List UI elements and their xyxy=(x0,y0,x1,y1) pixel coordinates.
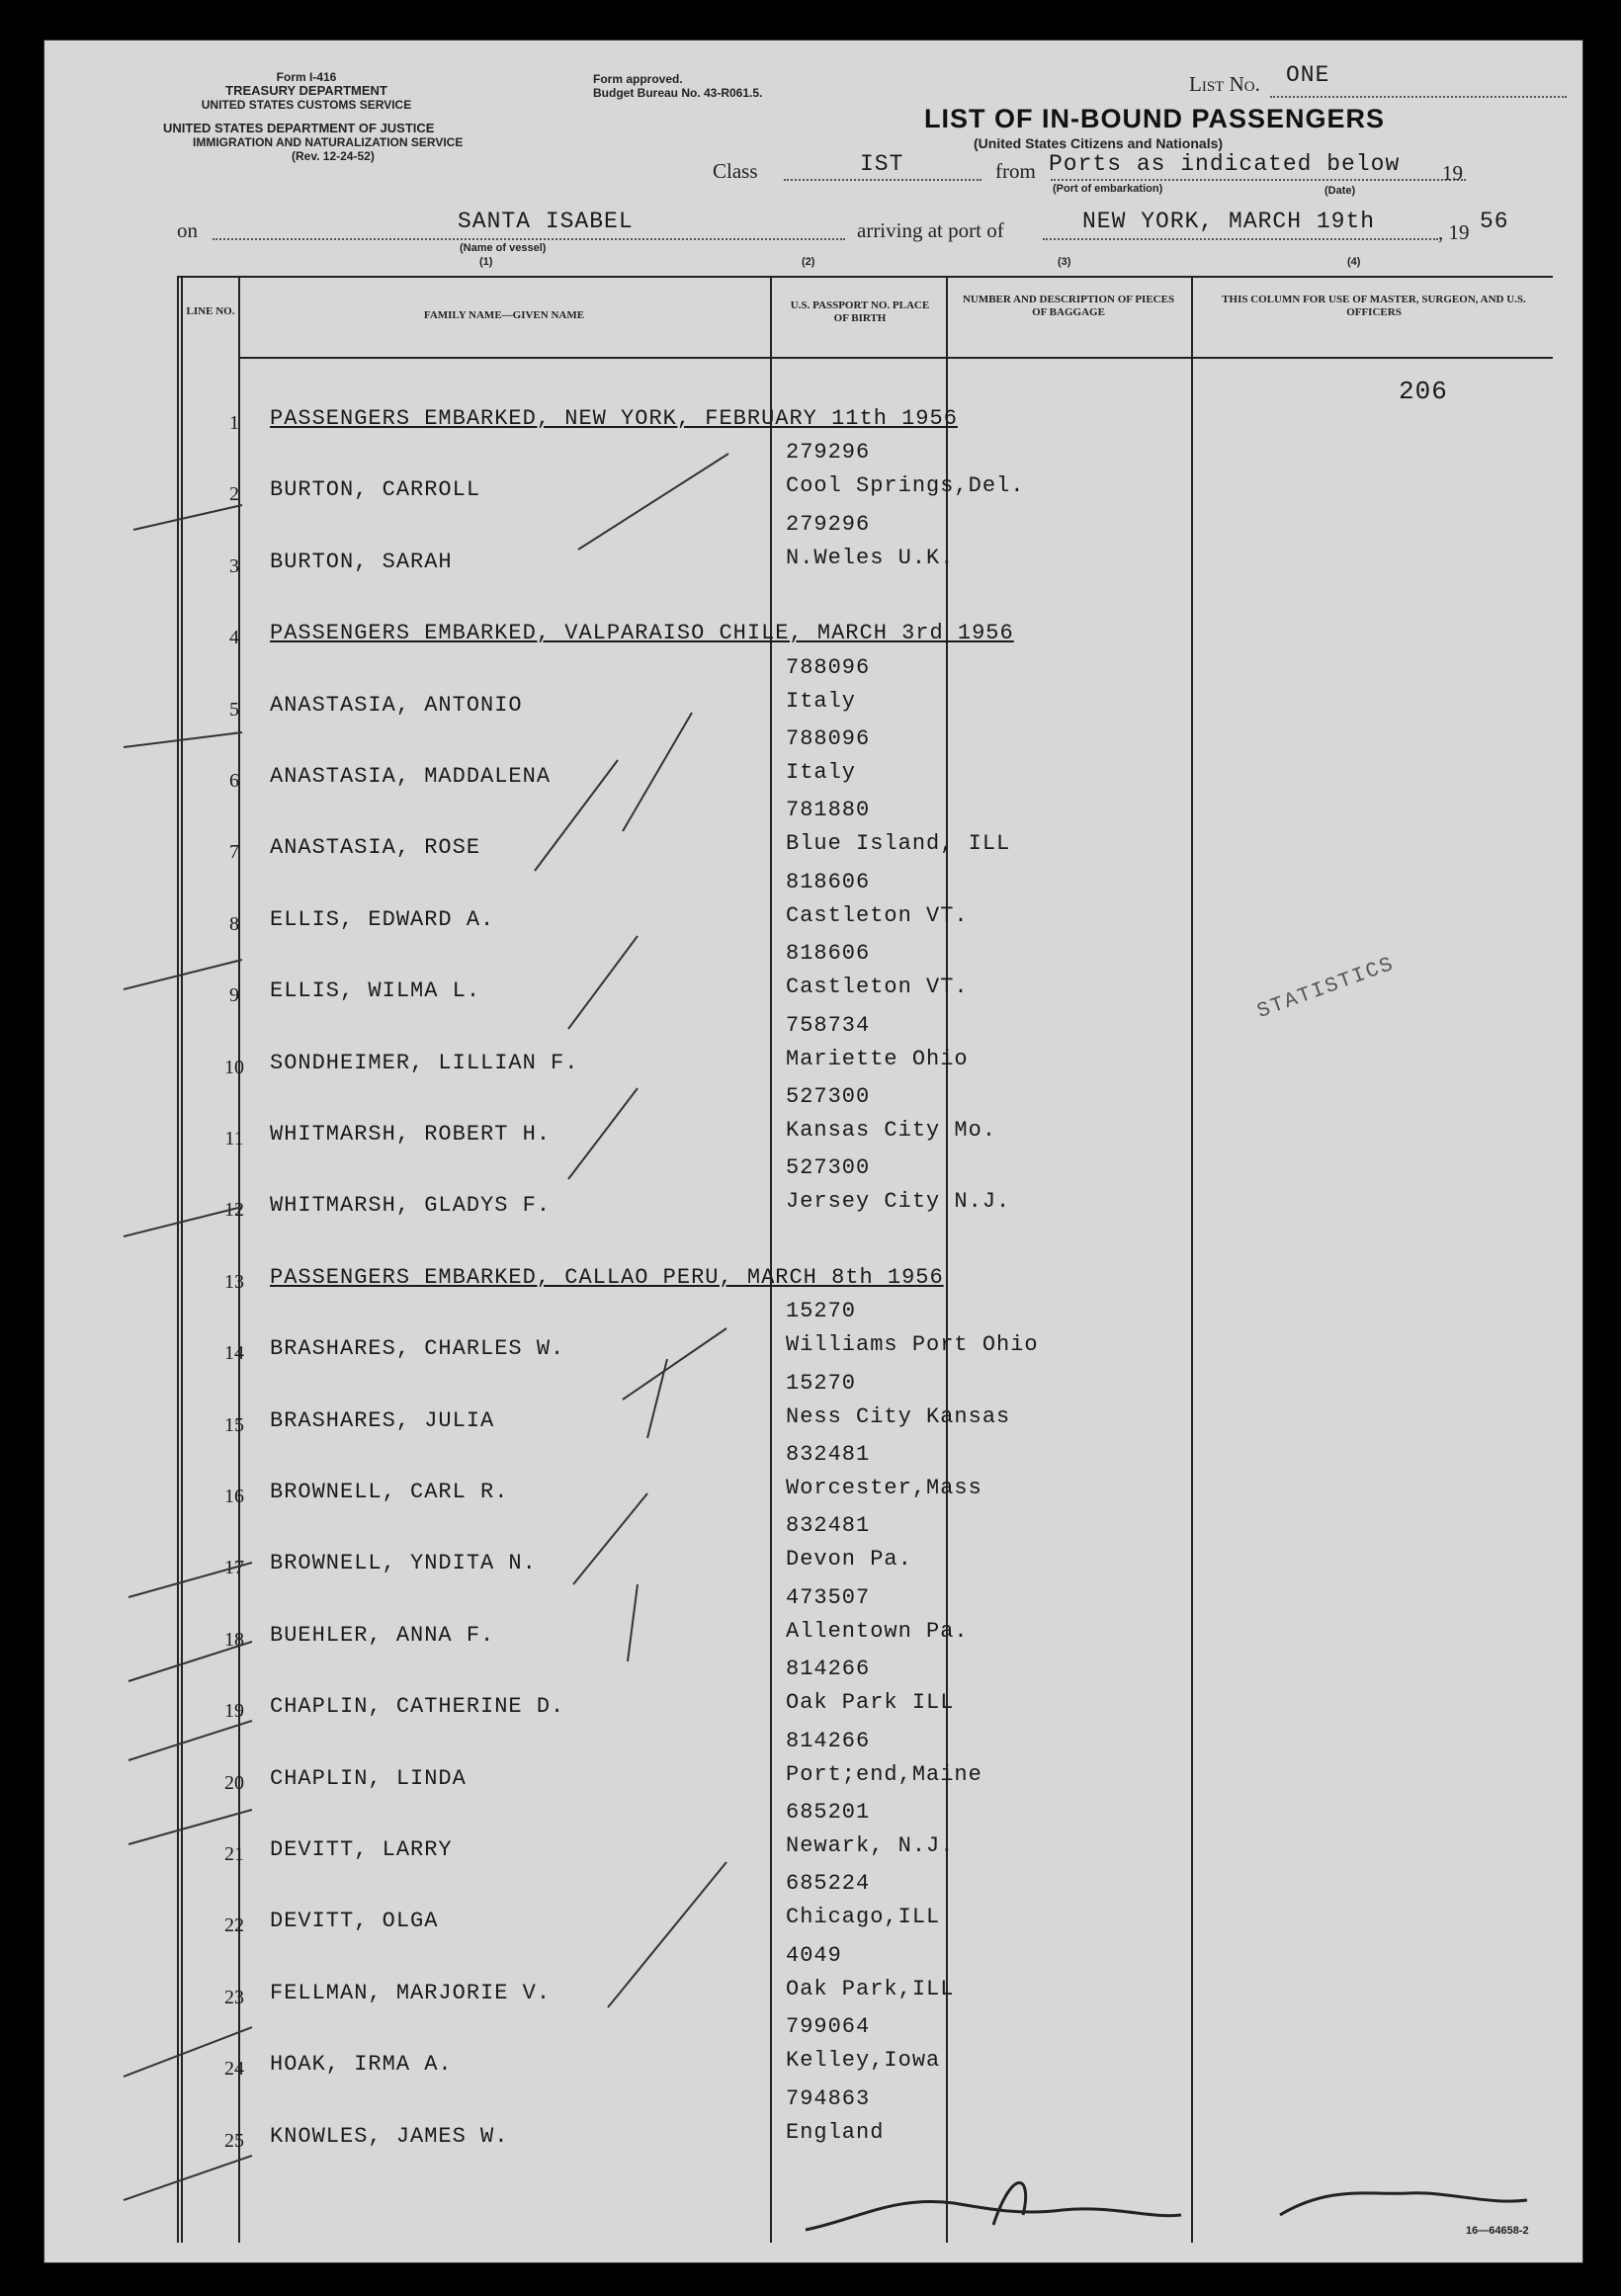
from-value: Ports as indicated below xyxy=(1049,151,1401,177)
line-number: 1 xyxy=(229,412,239,434)
passport-number: 279296 xyxy=(786,511,871,537)
passenger-name: BRASHARES, CHARLES W. xyxy=(270,1336,565,1362)
passport-number: 527300 xyxy=(786,1084,871,1109)
passenger-name: BURTON, SARAH xyxy=(270,549,453,574)
place-of-birth: Castleton VT. xyxy=(786,975,969,1000)
arrival-year: 56 xyxy=(1480,209,1509,234)
passport-number: 788096 xyxy=(786,726,871,751)
customs-service: UNITED STATES CUSTOMS SERVICE xyxy=(201,98,412,112)
vessel-caption: (Name of vessel) xyxy=(460,242,547,254)
place-of-birth: England xyxy=(786,2119,885,2145)
passenger-name: WHITMARSH, ROBERT H. xyxy=(270,1122,552,1147)
col-officers: THIS COLUMN FOR USE OF MASTER, SURGEON, AND U.S. OFFICERS xyxy=(1222,294,1526,318)
manifest-page xyxy=(43,40,1583,2263)
passenger-name: ELLIS, WILMA L. xyxy=(270,978,481,1004)
passenger-name: BRASHARES, JULIA xyxy=(270,1407,495,1433)
passport-number: 818606 xyxy=(786,869,871,894)
document-subtitle: (United States Citizens and Nationals) xyxy=(974,135,1224,151)
line-number: 10 xyxy=(224,1056,244,1078)
passenger-name: BURTON, CARROLL xyxy=(270,477,481,503)
place-of-birth: Newark, N.J. xyxy=(786,1833,955,1858)
line-number: 17 xyxy=(224,1557,244,1579)
budget-bureau: Budget Bureau No. 43-R061.5. xyxy=(593,86,763,100)
passenger-name: ANASTASIA, MADDALENA xyxy=(270,764,552,789)
embarkation-heading: PASSENGERS EMBARKED, VALPARAISO CHILE, MARCH 3rd 1956 xyxy=(270,621,1014,646)
col-name: FAMILY NAME—GIVEN NAME xyxy=(423,309,585,321)
header-bottom-border xyxy=(238,357,1553,359)
passport-number: 685201 xyxy=(786,1800,871,1825)
passenger-name: FELLMAN, MARJORIE V. xyxy=(270,1980,552,2005)
arrival-port-date: NEW YORK, MARCH 19th xyxy=(1082,209,1376,234)
passport-number: 832481 xyxy=(786,1513,871,1539)
form-number: Form I-416 xyxy=(276,70,337,84)
justice-block xyxy=(163,122,578,163)
place-of-birth: Worcester,Mass xyxy=(786,1476,982,1500)
document-title: LIST OF IN-BOUND PASSENGERS xyxy=(924,104,1386,133)
passenger-name: SONDHEIMER, LILLIAN F. xyxy=(270,1050,579,1075)
place-of-birth: Castleton VT. xyxy=(786,902,969,928)
port-embark-caption: (Port of embarkation) xyxy=(1053,183,1163,195)
passport-number: 788096 xyxy=(786,654,871,680)
line-number: 21 xyxy=(224,1843,244,1865)
passenger-name: CHAPLIN, CATHERINE D. xyxy=(270,1694,565,1720)
arrival-year-prefix: , 19 xyxy=(1438,220,1470,244)
place-of-birth: Devon Pa. xyxy=(786,1547,912,1573)
place-of-birth: Italy xyxy=(786,760,857,785)
passenger-name: ANASTASIA, ROSE xyxy=(270,835,481,861)
place-of-birth: Oak Park ILL xyxy=(786,1690,955,1716)
justice-dept: UNITED STATES DEPARTMENT OF JUSTICE xyxy=(163,121,435,135)
place-of-birth: Oak Park,ILL xyxy=(786,1976,955,2001)
passenger-name: KNOWLES, JAMES W. xyxy=(270,2123,509,2149)
line-number: 6 xyxy=(229,770,239,792)
line-number: 25 xyxy=(224,2129,244,2152)
arriving-label: arriving at port of xyxy=(857,218,1004,242)
col-baggage: NUMBER AND DESCRIPTION OF PIECES OF BAGGAGE xyxy=(962,294,1175,318)
from-label: from xyxy=(995,159,1036,183)
line-number: 22 xyxy=(224,1914,244,1937)
line-number: 23 xyxy=(224,1986,244,2008)
passenger-name: DEVITT, OLGA xyxy=(270,1909,439,1934)
form-revision: (Rev. 12-24-52) xyxy=(292,149,375,163)
line-number: 15 xyxy=(224,1413,244,1436)
line-number: 9 xyxy=(229,984,239,1007)
passport-number: 279296 xyxy=(786,440,871,466)
line-number: 12 xyxy=(224,1199,244,1222)
passport-number: 814266 xyxy=(786,1657,871,1682)
place-of-birth: Allentown Pa. xyxy=(786,1618,969,1644)
class-label: Class xyxy=(713,159,758,183)
class-value: IST xyxy=(860,151,904,177)
passport-number: 527300 xyxy=(786,1155,871,1181)
embarkation-heading: PASSENGERS EMBARKED, CALLAO PERU, MARCH 8th 1956 xyxy=(270,1264,944,1290)
column-marker-1: (1) xyxy=(479,256,493,268)
footer-form-code: 16—64658-2 xyxy=(1466,2225,1529,2237)
place-of-birth: Williams Port Ohio xyxy=(786,1332,1039,1358)
line-number: 7 xyxy=(229,841,239,864)
passport-number: 781880 xyxy=(786,798,871,823)
place-of-birth: N.Weles U.K. xyxy=(786,545,955,570)
passenger-name: BROWNELL, YNDITA N. xyxy=(270,1551,537,1576)
line-number: 18 xyxy=(224,1628,244,1651)
passport-number: 799064 xyxy=(786,2014,871,2040)
line-number: 19 xyxy=(224,1700,244,1723)
line-number: 8 xyxy=(229,912,239,935)
place-of-birth: Mariette Ohio xyxy=(786,1046,969,1071)
embarkation-heading: PASSENGERS EMBARKED, NEW YORK, FEBRUARY 11th 1956 xyxy=(270,406,958,431)
passenger-name: BUEHLER, ANNA F. xyxy=(270,1622,495,1648)
passenger-name: BROWNELL, CARL R. xyxy=(270,1480,509,1504)
column-marker-2: (2) xyxy=(802,256,815,268)
vessel-name: SANTA ISABEL xyxy=(458,209,634,234)
passenger-name: ANASTASIA, ANTONIO xyxy=(270,692,523,718)
place-of-birth: Port;end,Maine xyxy=(786,1761,982,1787)
immigration-service: IMMIGRATION AND NATURALIZATION SERVICE xyxy=(193,135,464,149)
passenger-name: HOAK, IRMA A. xyxy=(270,2052,453,2078)
passport-number: 15270 xyxy=(786,1299,857,1324)
passport-number: 794863 xyxy=(786,2085,871,2111)
column-marker-4: (4) xyxy=(1347,256,1361,268)
list-no-label: List No. xyxy=(1189,72,1260,96)
form-approved: Form approved. xyxy=(593,72,683,86)
on-label: on xyxy=(177,218,198,242)
passport-number: 15270 xyxy=(786,1370,857,1396)
passenger-name: CHAPLIN, LINDA xyxy=(270,1765,467,1791)
line-number: 5 xyxy=(229,698,239,721)
place-of-birth: Ness City Kansas xyxy=(786,1403,1011,1429)
passenger-name: ELLIS, EDWARD A. xyxy=(270,906,495,932)
form-agency-block xyxy=(163,70,450,112)
place-of-birth: Italy xyxy=(786,688,857,714)
place-of-birth: Jersey City N.J. xyxy=(786,1189,1011,1215)
place-of-birth: Cool Springs,Del. xyxy=(786,473,1025,499)
line-number: 2 xyxy=(229,483,239,506)
line-number: 14 xyxy=(224,1342,244,1365)
col-passport: U.S. PASSPORT NO. PLACE OF BIRTH xyxy=(790,299,930,324)
line-number: 11 xyxy=(224,1128,244,1149)
place-of-birth: Kansas City Mo. xyxy=(786,1118,997,1143)
passport-number: 473507 xyxy=(786,1584,871,1610)
list-no-value: ONE xyxy=(1286,62,1330,88)
passport-number: 685224 xyxy=(786,1871,871,1897)
line-number: 16 xyxy=(224,1486,244,1507)
approval-block xyxy=(593,72,762,100)
col-line-no: LINE NO. xyxy=(186,305,235,317)
place-of-birth: Blue Island, ILL xyxy=(786,831,1011,857)
table-top-border xyxy=(177,276,1553,278)
column-marker-3: (3) xyxy=(1058,256,1071,268)
statistics-stamp: STATISTICS xyxy=(1254,953,1399,1024)
page-number: 206 xyxy=(1399,377,1448,406)
passenger-name: DEVITT, LARRY xyxy=(270,1837,453,1862)
line-number: 3 xyxy=(229,554,239,577)
line-number: 20 xyxy=(224,1771,244,1794)
passport-number: 4049 xyxy=(786,1942,842,1968)
passport-number: 832481 xyxy=(786,1442,871,1467)
passport-number: 818606 xyxy=(786,941,871,967)
passenger-name: WHITMARSH, GLADYS F. xyxy=(270,1193,552,1219)
place-of-birth: Chicago,ILL xyxy=(786,1905,941,1930)
treasury-dept: TREASURY DEPARTMENT xyxy=(225,83,387,98)
line-number: 4 xyxy=(229,627,239,649)
year-prefix-top: 19 xyxy=(1442,161,1463,185)
passport-number: 814266 xyxy=(786,1728,871,1753)
date-caption: (Date) xyxy=(1324,185,1356,197)
passport-number: 758734 xyxy=(786,1012,871,1038)
place-of-birth: Kelley,Iowa xyxy=(786,2048,941,2074)
line-number: 24 xyxy=(224,2058,244,2081)
line-number: 13 xyxy=(224,1270,244,1293)
